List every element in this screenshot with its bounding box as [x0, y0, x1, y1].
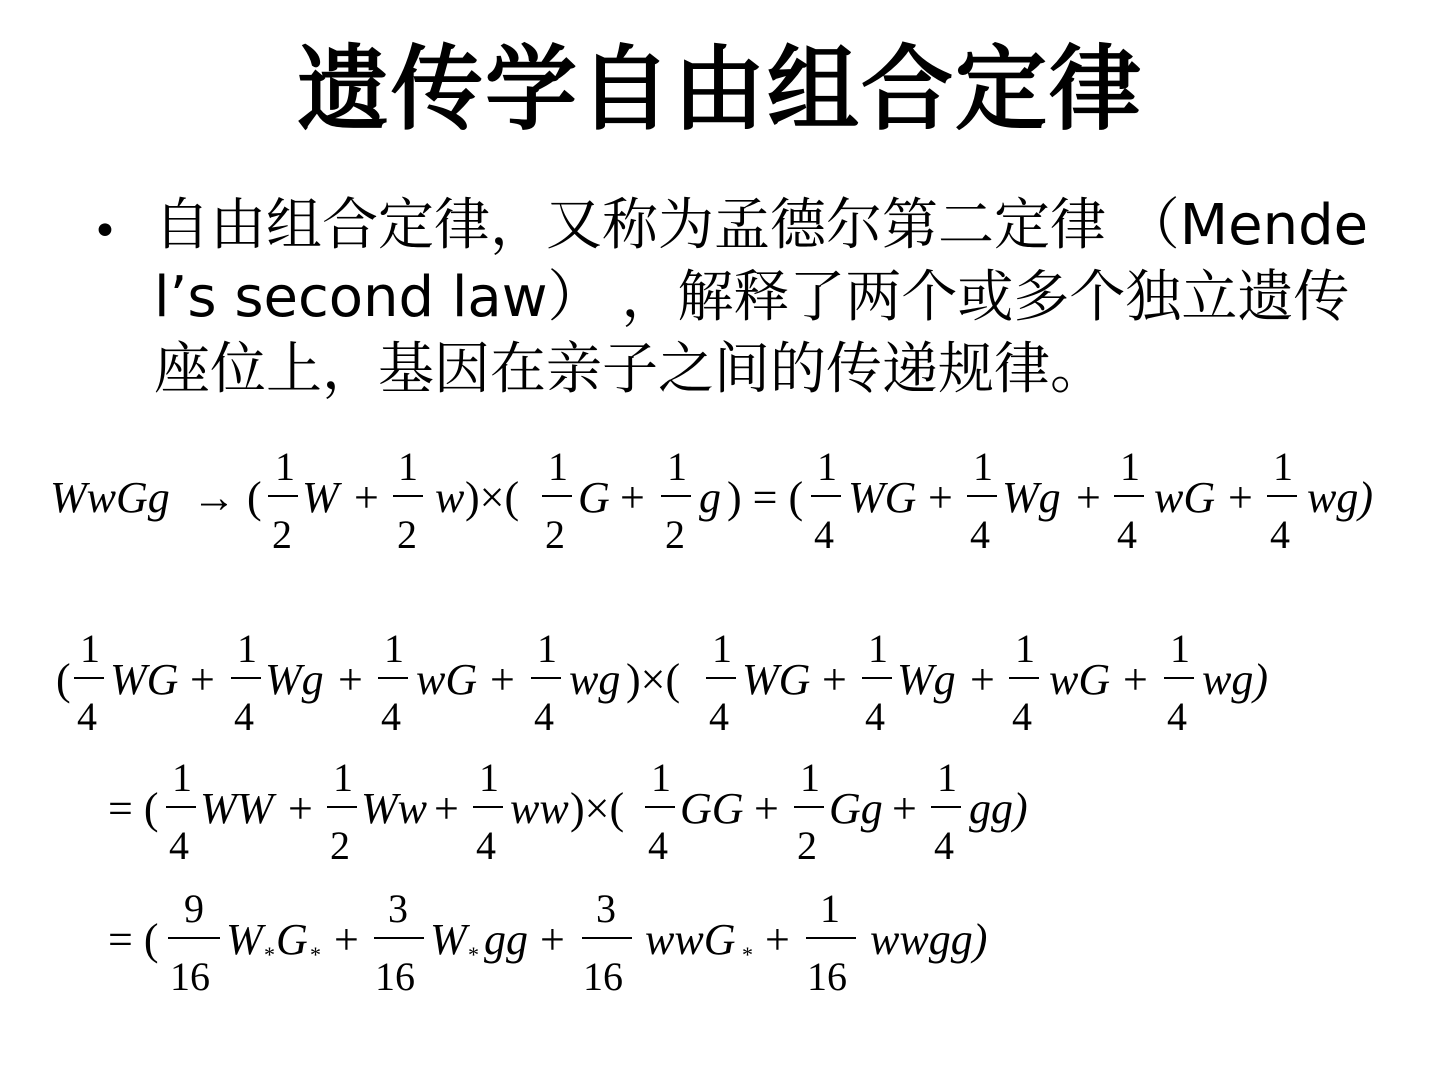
svg-text:WG: WG — [110, 655, 179, 704]
svg-text:+: + — [822, 655, 847, 704]
svg-text:) = (: ) = ( — [727, 473, 804, 522]
svg-text:ww: ww — [510, 784, 569, 833]
svg-text:4: 4 — [1167, 694, 1187, 739]
svg-text:1: 1 — [667, 444, 687, 489]
svg-text:2: 2 — [397, 512, 417, 557]
svg-text:16: 16 — [375, 954, 415, 999]
svg-text:gg: gg — [484, 915, 528, 964]
svg-text:w: w — [435, 473, 465, 522]
svg-text:4: 4 — [534, 694, 554, 739]
svg-text:g: g — [699, 473, 721, 522]
svg-text:*: * — [264, 942, 275, 967]
svg-text:1: 1 — [548, 444, 568, 489]
svg-text:1: 1 — [537, 626, 557, 671]
bullet-dot-icon: • — [92, 206, 118, 257]
svg-text:4: 4 — [169, 823, 189, 868]
svg-text:+: + — [970, 655, 995, 704]
svg-text:+: + — [765, 915, 790, 964]
svg-text:1: 1 — [712, 626, 732, 671]
svg-text:2: 2 — [330, 823, 350, 868]
svg-text:WW: WW — [200, 784, 274, 833]
svg-text:+: + — [928, 473, 953, 522]
svg-text:*: * — [468, 942, 479, 967]
svg-text:+: + — [190, 655, 215, 704]
svg-text:(: ( — [56, 655, 71, 704]
svg-text:GG: GG — [680, 784, 744, 833]
svg-text:Wg: Wg — [897, 655, 956, 704]
svg-text:Wg: Wg — [265, 655, 324, 704]
svg-text:1: 1 — [398, 444, 418, 489]
svg-text:*: * — [742, 942, 753, 967]
svg-text:2: 2 — [665, 512, 685, 557]
svg-text:1: 1 — [1120, 444, 1140, 489]
svg-text:1: 1 — [172, 755, 192, 800]
svg-text:wg): wg) — [1202, 655, 1268, 704]
svg-text:W: W — [302, 473, 339, 522]
svg-text:)×(: )×( — [626, 655, 681, 704]
svg-text:4: 4 — [709, 694, 729, 739]
svg-text:1: 1 — [1015, 626, 1035, 671]
svg-text:4: 4 — [1012, 694, 1032, 739]
svg-text:1: 1 — [1273, 444, 1293, 489]
svg-text:1: 1 — [479, 755, 499, 800]
svg-text:+: + — [490, 655, 515, 704]
svg-text:gg): gg) — [969, 784, 1028, 833]
svg-text:wG: wG — [1049, 655, 1111, 704]
svg-text:1: 1 — [800, 755, 820, 800]
svg-text:4: 4 — [865, 694, 885, 739]
svg-text:16: 16 — [170, 954, 210, 999]
svg-text:1: 1 — [80, 626, 100, 671]
slide-title: 遗传学自由组合定律 — [296, 36, 1143, 143]
svg-text:)×(: )×( — [465, 473, 520, 522]
svg-text:Ww: Ww — [361, 784, 427, 833]
svg-text:4: 4 — [934, 823, 954, 868]
svg-text:+: + — [354, 473, 379, 522]
svg-text:W: W — [430, 915, 467, 964]
svg-text:1: 1 — [333, 755, 353, 800]
svg-text:+: + — [334, 915, 359, 964]
svg-text:G: G — [276, 915, 308, 964]
svg-text:wwG: wwG — [645, 915, 736, 964]
svg-text:Gg: Gg — [829, 784, 883, 833]
svg-text:wwgg): wwgg) — [870, 915, 988, 964]
svg-text:9: 9 — [184, 886, 204, 931]
svg-text:+: + — [540, 915, 565, 964]
svg-text:wg: wg — [569, 655, 621, 704]
svg-text:→: → — [192, 473, 236, 522]
svg-text:1: 1 — [237, 626, 257, 671]
svg-text:+: + — [1123, 655, 1148, 704]
svg-text:+: + — [1228, 473, 1253, 522]
svg-text:4: 4 — [381, 694, 401, 739]
svg-text:wG: wG — [416, 655, 478, 704]
svg-text:2: 2 — [545, 512, 565, 557]
svg-text:1: 1 — [817, 444, 837, 489]
svg-text:1: 1 — [973, 444, 993, 489]
svg-text:W: W — [226, 915, 263, 964]
svg-text:+: + — [288, 784, 313, 833]
svg-text:WG: WG — [742, 655, 811, 704]
svg-text:+: + — [754, 784, 779, 833]
svg-text:1: 1 — [275, 444, 295, 489]
svg-text:2: 2 — [797, 823, 817, 868]
svg-text:wG: wG — [1154, 473, 1216, 522]
svg-text:WwGg: WwGg — [50, 473, 170, 522]
svg-text:4: 4 — [648, 823, 668, 868]
svg-text:1: 1 — [820, 886, 840, 931]
svg-text:(: ( — [247, 473, 262, 522]
svg-text:+: + — [434, 784, 459, 833]
svg-text:1: 1 — [384, 626, 404, 671]
svg-text:4: 4 — [476, 823, 496, 868]
svg-text:= (: = ( — [108, 784, 159, 833]
svg-text:+: + — [620, 473, 645, 522]
svg-text:wg): wg) — [1307, 473, 1373, 522]
svg-text:G: G — [578, 473, 610, 522]
svg-text:*: * — [310, 942, 321, 967]
svg-text:+: + — [1076, 473, 1101, 522]
svg-text:+: + — [892, 784, 917, 833]
svg-text:1: 1 — [651, 755, 671, 800]
svg-text:1: 1 — [937, 755, 957, 800]
svg-text:3: 3 — [388, 886, 408, 931]
svg-text:4: 4 — [77, 694, 97, 739]
svg-text:+: + — [338, 655, 363, 704]
svg-text:= (: = ( — [108, 915, 159, 964]
svg-text:4: 4 — [1117, 512, 1137, 557]
svg-text:4: 4 — [814, 512, 834, 557]
svg-text:4: 4 — [234, 694, 254, 739]
svg-text:3: 3 — [596, 886, 616, 931]
svg-text:WG: WG — [848, 473, 917, 522]
svg-text:16: 16 — [583, 954, 623, 999]
svg-text:Wg: Wg — [1002, 473, 1061, 522]
svg-text:4: 4 — [970, 512, 990, 557]
svg-text:)×(: )×( — [570, 784, 625, 833]
svg-text:4: 4 — [1270, 512, 1290, 557]
svg-text:1: 1 — [868, 626, 888, 671]
svg-text:16: 16 — [807, 954, 847, 999]
bullet-text: 自由组合定律，又称为孟德尔第二定律 （Mendel’s second law） ，解释了两个或多个独立遗传座位上，基因在亲子之间的传递规律。 — [154, 193, 1369, 402]
svg-text:1: 1 — [1170, 626, 1190, 671]
svg-text:2: 2 — [272, 512, 292, 557]
